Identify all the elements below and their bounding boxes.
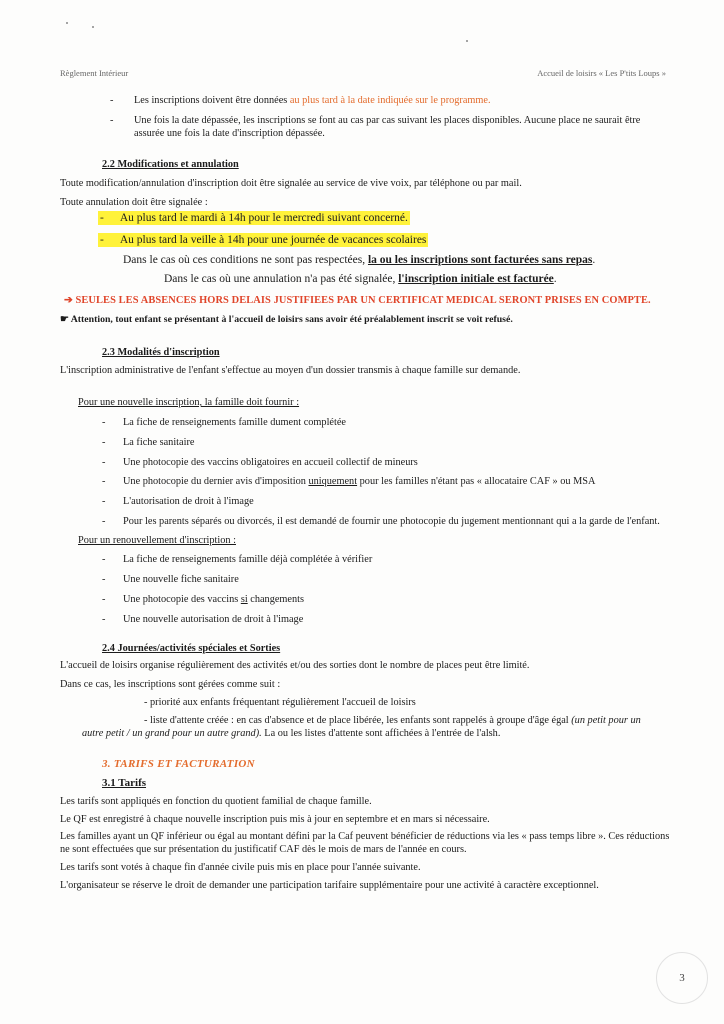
s24-paragraph-1: L'accueil de loisirs organise régulièrement des activités et/ou des sorties dont le nombre de places peut être limité. (60, 660, 530, 671)
s22-highlight-2 (98, 234, 428, 247)
consequence-2-period: . (553, 273, 557, 285)
bullet-dash: - (102, 516, 106, 527)
renew-item-3 (123, 593, 304, 606)
s3-paragraph-3-line-2: ne sont effectuées que sur présentation du justificatif CAF dès le mois de mars de l'année en cours. (60, 844, 467, 855)
highlight-dash: - (100, 234, 104, 246)
s24-item-2-line-2 (82, 727, 500, 740)
section-3-title: 3. TARIFS ET FACTURATION (102, 758, 255, 770)
s24-paragraph-2: Dans ce cas, les inscriptions sont gérées comme suit : (60, 679, 281, 690)
renew-item-3-underlined: si (240, 594, 248, 605)
bullet-dash: - (102, 457, 106, 468)
renew-item-2: Une nouvelle fiche sanitaire (123, 574, 239, 585)
bullet-dash: - (102, 476, 106, 487)
consequence-2-text: Dans le cas où une annulation n'a pas été signalée, (164, 273, 399, 285)
bullet-dash: - (102, 574, 106, 585)
renew-item-3-text: Une photocopie des vaccins (123, 594, 241, 605)
scan-speck (466, 40, 468, 42)
section-2-2-title: 2.2 Modifications et annulation (102, 159, 239, 170)
s24-item-2-italic: (un petit pour un (571, 715, 641, 726)
s3-paragraph-3-line-1: Les familles ayant un QF inférieur ou égal au montant défini par la Caf peuvent bénéficier de réductions via les « pass temps libre ». Ces réductions (60, 831, 670, 842)
scan-speck (92, 26, 94, 28)
s23-renew-label: Pour un renouvellement d'inscription : (78, 535, 236, 546)
s23-paragraph-1: L'inscription administrative de l'enfant s'effectue au moyen d'un dossier transmis à chaque famille sur demande. (60, 365, 521, 376)
new-item-4-rest: pour les familles n'étant pas « allocataire CAF » ou MSA (357, 476, 596, 487)
header-right: Accueil de loisirs « Les P'tits Loups » (537, 68, 666, 78)
s22-highlight-1 (98, 212, 410, 225)
bullet-dash: - (102, 496, 106, 507)
s24-item-2-rest: La ou les listes d'attente sont affichées à l'entrée de l'alsh. (261, 728, 501, 739)
intro-item-1 (134, 94, 491, 107)
bullet-dash: - (110, 115, 114, 126)
new-item-5: L'autorisation de droit à l'image (123, 496, 254, 507)
new-item-6: Pour les parents séparés ou divorcés, il est demandé de fournir une photocopie du jugement mentionnant qui a la garde de l'enfant. (123, 516, 660, 527)
header-left: Règlement Intérieur (60, 68, 129, 78)
highlight-text-2: Au plus tard la veille à 14h pour une journée de vacances scolaires (106, 233, 429, 247)
s22-consequence-1 (123, 254, 595, 267)
highlight-text-1: Au plus tard le mardi à 14h pour le mercredi suivant concerné. (106, 211, 410, 225)
s3-paragraph-2: Le QF est enregistré à chaque nouvelle inscription puis mis à jour en septembre et en mars si nécessaire. (60, 814, 490, 825)
consequence-2-emphasis: l'inscription initiale est facturée (398, 273, 554, 285)
bullet-dash: - (102, 437, 106, 448)
new-item-2: La fiche sanitaire (123, 437, 195, 448)
bullet-dash: - (102, 417, 106, 428)
new-item-4-text: Une photocopie du dernier avis d'imposition (123, 476, 309, 487)
s22-warning-medical: ➔ SEULES LES ABSENCES HORS DELAIS JUSTIFIEES PAR UN CERTIFICAT MEDICAL SERONT PRISES EN COMPTE. (64, 295, 651, 306)
section-2-3-title: 2.3 Modalités d'inscription (102, 347, 220, 358)
consequence-1-emphasis: la ou les inscriptions sont facturées sans repas (367, 254, 593, 266)
s3-paragraph-1: Les tarifs sont appliqués en fonction du quotient familial de chaque famille. (60, 796, 372, 807)
consequence-1-period: . (592, 254, 596, 266)
renew-item-4: Une nouvelle autorisation de droit à l'image (123, 614, 304, 625)
intro-item-1-highlight: au plus tard à la date indiquée sur le programme. (289, 95, 491, 106)
s22-paragraph-1: Toute modification/annulation d'inscription doit être signalée au service de vive voix, par téléphone ou par mail. (60, 178, 522, 189)
highlight-dash: - (100, 212, 104, 224)
s24-item-2-text: - liste d'attente créée : en cas d'absence et de place libérée, les enfants sont rappelés à groupe d'âge égal (144, 715, 572, 726)
consequence-1-text: Dans le cas où ces conditions ne sont pas respectées, (123, 254, 368, 266)
bullet-dash: - (102, 594, 106, 605)
s24-item-2-line-1 (144, 714, 641, 727)
scan-speck (66, 22, 68, 24)
new-item-1: La fiche de renseignements famille dument complétée (123, 417, 347, 428)
bullet-dash: - (102, 614, 106, 625)
s23-new-label: Pour une nouvelle inscription, la famille doit fournir : (78, 397, 300, 408)
new-item-4-underlined: uniquement (308, 476, 358, 487)
s22-paragraph-2: Toute annulation doit être signalée : (60, 197, 208, 208)
intro-item-2-line-2: assurée une fois la date d'inscription dépassée. (134, 128, 325, 139)
new-item-4 (123, 475, 595, 488)
bullet-dash: - (102, 554, 106, 565)
page-number: 3 (656, 952, 708, 1004)
s24-item-2-italic-cont: autre petit / un grand pour un autre grand). (82, 728, 262, 739)
section-3-1-title: 3.1 Tarifs (102, 777, 147, 789)
bullet-dash: - (110, 95, 114, 106)
s3-paragraph-5: L'organisateur se réserve le droit de demander une participation tarifaire supplémentaire pour une activité à caractère exceptionnel. (60, 880, 599, 891)
s3-paragraph-4: Les tarifs sont votés à chaque fin d'année civile puis mis en place pour l'année suivante. (60, 862, 421, 873)
new-item-3: Une photocopie des vaccins obligatoires en accueil collectif de mineurs (123, 457, 418, 468)
s22-consequence-2 (164, 273, 557, 286)
renew-item-1: La fiche de renseignements famille déjà complétée à vérifier (123, 554, 373, 565)
s24-item-1: - priorité aux enfants fréquentant régulièrement l'accueil de loisirs (144, 697, 416, 708)
section-2-4-title: 2.4 Journées/activités spéciales et Sorties (102, 643, 281, 654)
intro-item-2-line-1: Une fois la date dépassée, les inscriptions se font au cas par cas suivant les places disponibles. Aucune place ne saurait être (134, 115, 641, 126)
s22-warning-attention: ☛ Attention, tout enfant se présentant à l'accueil de loisirs sans avoir été préalablement inscrit se voit refusé. (60, 314, 513, 325)
intro-item-1-text: Les inscriptions doivent être données (134, 95, 290, 106)
renew-item-3-rest: changements (247, 594, 305, 605)
